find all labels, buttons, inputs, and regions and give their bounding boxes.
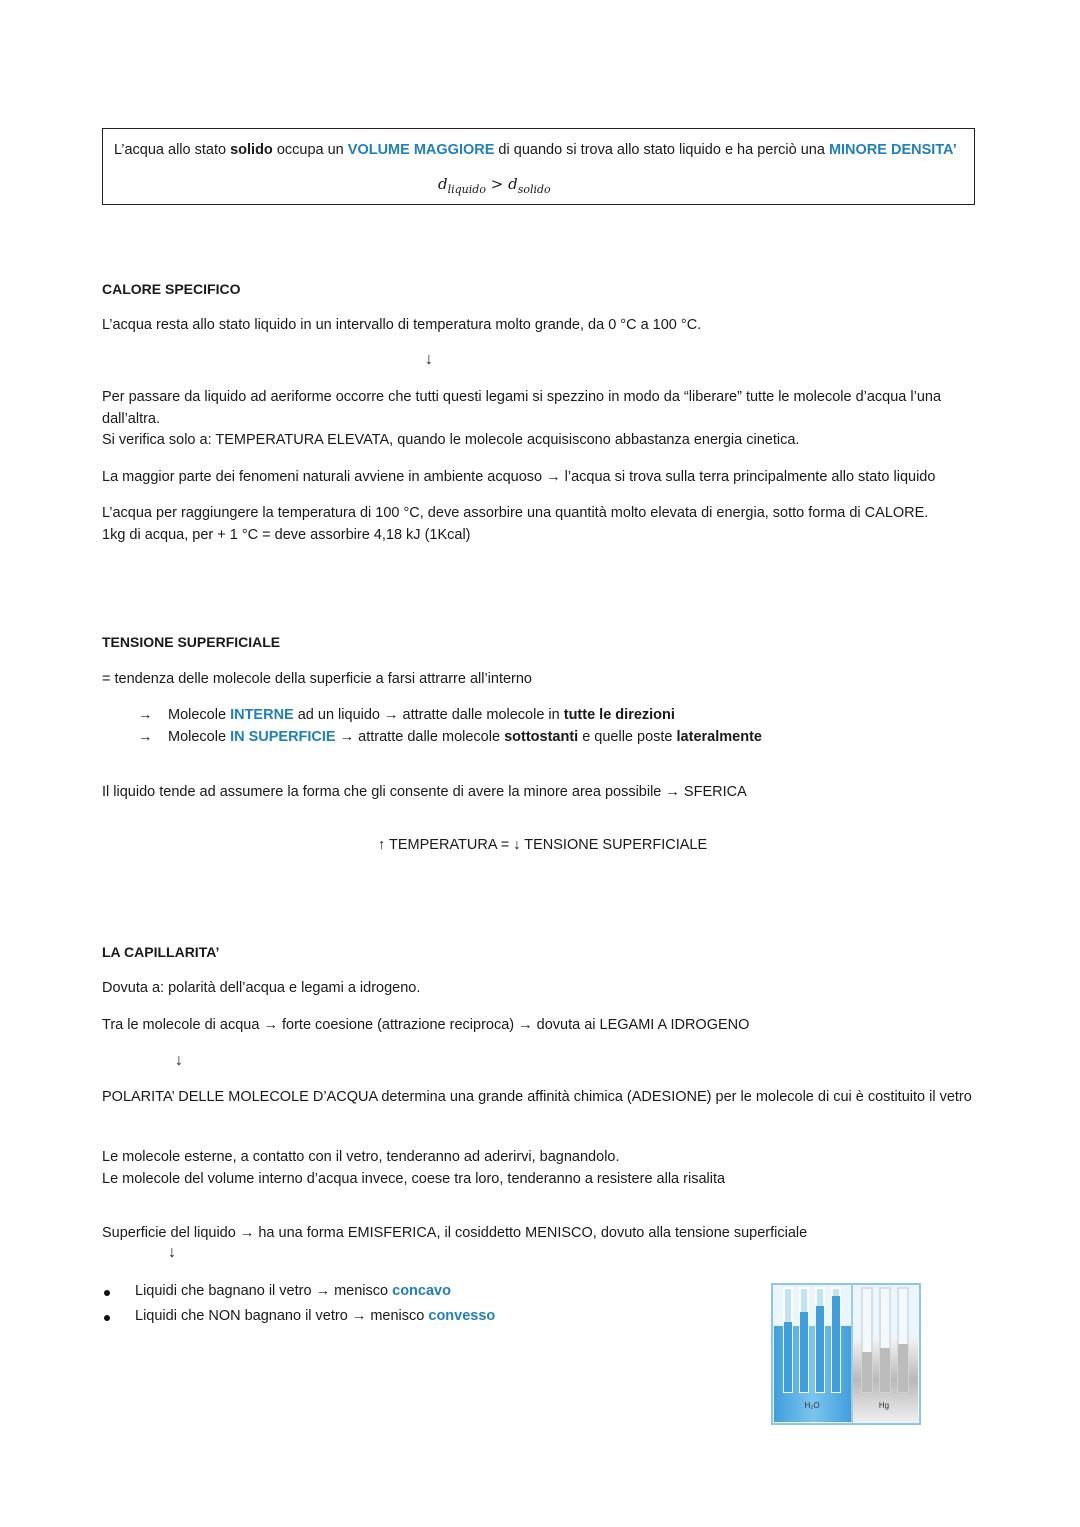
arrow-down-icon: ↓ [175, 1052, 183, 1069]
arrow-down-icon: ↓ [513, 837, 521, 853]
text: Liquidi che bagnano il vetro → menisco [135, 1283, 393, 1299]
formula-d: d [438, 175, 448, 193]
text: occupa un [272, 142, 348, 158]
highlight-concavo: concavo [392, 1283, 451, 1299]
box-line-1 [114, 142, 957, 158]
calore-line-1: L’acqua resta allo stato liquido in un intervallo di temperatura molto grande, da 0 °C a 100 °C. [102, 317, 702, 333]
capillarita-line-1: Dovuta a: polarità dell’acqua e legami a idrogeno. [102, 980, 421, 996]
capillarita-line-3: POLARITA’ DELLE MOLECOLE D’ACQUA determina una grande affinità chimica (ADESIONE) per le molecole di cui è costituito il vetro [102, 1089, 972, 1105]
text: Molecole [168, 707, 231, 723]
calore-line-3: Si verifica solo a: TEMPERATURA ELEVATA, quando le molecole acquisiscono abbastanza energia cinetica. [102, 432, 800, 448]
tube-water [832, 1296, 840, 1392]
heading-tensione: TENSIONE SUPERFICIALE [102, 634, 281, 650]
capillarita-line-4: Le molecole esterne, a contatto con il vetro, tenderanno ad aderirvi, bagnandolo. [102, 1149, 620, 1165]
highlight-interne: INTERNE [230, 707, 294, 723]
text: TEMPERATURA = [385, 837, 514, 853]
calore-line-5: L’acqua per raggiungere la temperatura di 100 °C, deve assorbire una quantità molto elevata di energia, sotto forma di CALORE. [102, 505, 929, 521]
text-bold: tutte le direzioni [563, 707, 675, 723]
tube-water [784, 1322, 792, 1392]
text: L’acqua allo stato [114, 142, 231, 158]
tube-water [816, 1306, 824, 1392]
tensione-form-line: Il liquido tende ad assumere la forma che gli consente di avere la minore area possibile → SFERICA [102, 784, 747, 800]
text: Molecole [168, 729, 231, 745]
calore-line-4: La maggior parte dei fenomeni naturali avviene in ambiente acquoso → l’acqua si trova sulla terra principalmente allo stato liquido [102, 469, 936, 485]
formula-d: d [508, 175, 518, 193]
formula-sub: solido [517, 183, 551, 196]
tube-mercury [862, 1352, 872, 1392]
text: di quando si trova allo stato liquido e ha perciò una [494, 142, 829, 158]
arrow-down-icon: ↓ [168, 1244, 176, 1261]
text: → attratte dalle molecole [335, 729, 505, 745]
formula-sub: liquido [447, 183, 486, 196]
tensione-definition: = tendenza delle molecole della superficie a farsi attrarre all’interno [102, 671, 533, 687]
text-bold: lateralmente [676, 729, 762, 745]
highlight-superficie: IN SUPERFICIE [230, 729, 336, 745]
text: e quelle poste [578, 729, 677, 745]
capillarita-line-5: Le molecole del volume interno d’acqua invece, coese tra loro, tenderanno a resistere alla risalita [102, 1171, 726, 1187]
arrow-up-icon: ↑ [378, 837, 386, 853]
arrow-right-icon: → [138, 707, 153, 723]
text-bold: solido [230, 142, 273, 158]
arrow-right-icon: → [138, 729, 153, 745]
text: Liquidi che NON bagnano il vetro → menisco [135, 1308, 429, 1324]
tube-mercury [898, 1344, 908, 1392]
tensione-bullet-2 [168, 729, 762, 745]
tensione-bullet-1 [168, 707, 675, 723]
heading-capillarita: LA CAPILLARITA’ [102, 944, 220, 960]
label-hg: Hg [878, 1401, 890, 1410]
menisco-bullet-2 [135, 1308, 495, 1324]
calore-line-2a: Per passare da liquido ad aeriforme occorre che tutti questi legami si spezzino in modo da “liberare” tutte le molecole d’acqua l’una [102, 389, 942, 405]
capillarity-figure [770, 1282, 922, 1426]
density-formula [438, 175, 551, 196]
bullet-icon [104, 1290, 110, 1296]
text: TENSIONE SUPERFICIALE [520, 837, 708, 853]
capillarita-line-6: Superficie del liquido → ha una forma EMISFERICA, il cosiddetto MENISCO, dovuto alla tensione superficiale [102, 1225, 808, 1241]
menisco-bullet-1 [135, 1283, 451, 1299]
arrow-down-icon: ↓ [425, 351, 433, 368]
text-bold: sottostanti [504, 729, 579, 745]
label-h2o: H₂O [804, 1401, 820, 1410]
bullet-icon [104, 1315, 110, 1321]
formula-gt: > [485, 175, 509, 193]
tube-water [800, 1312, 808, 1392]
text: ad un liquido → attratte dalle molecole in [293, 707, 564, 723]
highlight-volume: VOLUME MAGGIORE [347, 142, 495, 158]
calore-line-2b: dall’altra. [102, 411, 161, 427]
heading-calore: CALORE SPECIFICO [102, 281, 241, 297]
tube-mercury [880, 1348, 890, 1392]
highlight-density: MINORE DENSITA’ [828, 142, 957, 158]
capillarita-line-2: Tra le molecole di acqua → forte coesione (attrazione reciproca) → dovuta ai LEGAMI A IDROGENO [102, 1017, 750, 1033]
temperature-relation [378, 837, 707, 853]
calore-line-6: 1kg di acqua, per + 1 °C = deve assorbire 4,18 kJ (1Kcal) [102, 527, 471, 543]
highlight-convesso: convesso [428, 1308, 496, 1324]
